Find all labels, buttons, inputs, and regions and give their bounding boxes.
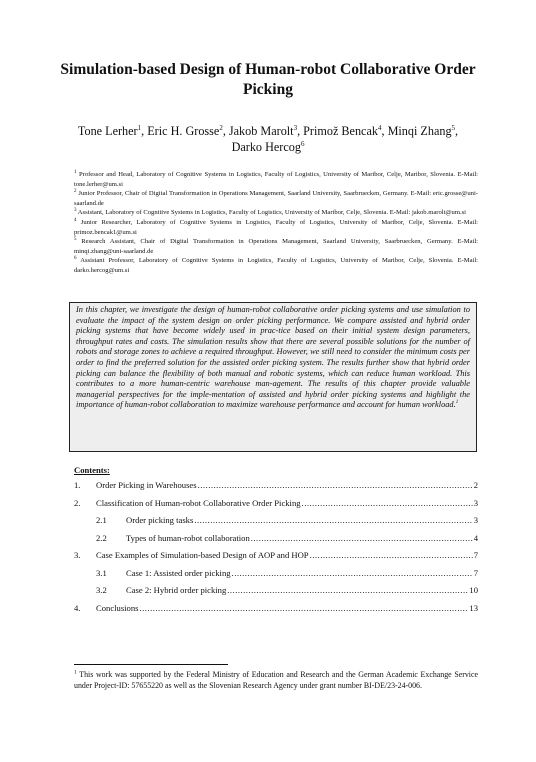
author-name: Primož Bencak	[303, 124, 378, 138]
toc-entry-number: 3.1	[96, 567, 107, 578]
toc-entry-number: 3.2	[96, 585, 107, 595]
author-name: Tone Lerher	[77, 124, 138, 138]
author-separator: ,	[141, 124, 148, 138]
toc-entry-number: 2.	[74, 497, 81, 508]
toc-leader-dots	[232, 567, 473, 579]
affiliation-mark: 6	[74, 256, 77, 262]
footnote-text: This work was supported by the Federal Ministry of Education and Research and the German Academic Exchange Service under Project-ID: 57655220 as well as the Slovenian Research Agency under grant number BI-DE/23-24-006.	[74, 670, 478, 690]
toc-entry-page: 13	[469, 602, 478, 613]
toc-entry-number: 4.	[74, 602, 81, 613]
author-affiliation-mark: 6	[300, 139, 305, 148]
toc-entry[interactable]	[74, 479, 478, 497]
footnote-mark: 1	[74, 669, 77, 676]
author-separator: ,	[381, 124, 388, 138]
toc-entry-number: 3.	[74, 550, 81, 560]
toc-heading: Contents:	[74, 465, 110, 475]
author-affiliation-mark: 3	[293, 123, 298, 132]
toc-leader-dots	[140, 602, 469, 614]
affiliation-mark: 2	[74, 189, 77, 194]
affiliation-text: Assistant, Laboratory of Cognitive Systems in Logistics, Faculty of Logistics, University of Maribor, Celje, Slovenia. E-Mail: jakob.marolt@um.si	[77, 209, 466, 217]
affiliation-mark: 5	[74, 236, 77, 242]
toc-entry-title: Types of human-robot collaboration	[126, 532, 250, 543]
toc-entry-title: Order Picking in Warehouses	[96, 480, 197, 490]
author-affiliation-mark: 4	[377, 123, 382, 132]
toc-leader-dots	[194, 514, 472, 526]
author-affiliation-mark: 5	[451, 123, 456, 132]
toc-entry-title: Conclusions	[96, 602, 139, 613]
toc-entry-page: 4	[473, 532, 478, 543]
affiliation-text: Research Assistant, Chair of Digital Transformation in Operations Management, Saarland University, Saarbruecken, Germany. E-Mail: minqi.zhang@uni-saarland.de	[74, 238, 478, 255]
toc-entry[interactable]	[74, 549, 478, 567]
affiliation-list	[74, 170, 478, 276]
footnote-divider	[74, 664, 228, 665]
affiliation	[74, 170, 478, 189]
author-separator: ,	[455, 124, 459, 138]
toc-leader-dots	[251, 532, 473, 544]
affiliation-text: Assistant Professor, Laboratory of Cognitive Systems in Logistics, Faculty of Logistics, University of Maribor, Celje, Slovenia. E-Mail: darko.hercog@um.si	[74, 257, 478, 274]
author-affiliation-mark: 2	[219, 123, 223, 132]
affiliation-mark: 1	[74, 169, 77, 175]
affiliation	[74, 218, 478, 237]
toc-entry-page: 3	[473, 515, 478, 525]
toc-entry[interactable]	[74, 584, 478, 602]
footnote	[74, 670, 478, 691]
abstract-footnote-mark: 1	[455, 400, 459, 406]
author-name: Jakob Marolt	[228, 124, 294, 138]
author-name: Minqi Zhang	[387, 124, 452, 138]
toc-leader-dots	[227, 584, 468, 596]
affiliation-mark: 3	[74, 208, 77, 214]
toc-leader-dots	[302, 497, 473, 509]
toc-entry-number: 2.2	[96, 532, 107, 543]
affiliation	[74, 189, 478, 208]
affiliation-text: Junior Researcher, Laboratory of Cognitive Systems in Logistics, Faculty of Logistics, University of Maribor, Celje, Slovenia. E-Mail: primoz.bencak1@um.si	[74, 218, 478, 236]
toc-leader-dots	[310, 549, 473, 561]
author-separator: ,	[222, 124, 229, 138]
toc-entry[interactable]	[74, 514, 478, 532]
affiliation-text: Junior Professor, Chair of Digital Transformation in Operations Management, Saarland University, Saarbruecken, Germany. E-Mail: eric.grosse@uni-saarland.de	[74, 190, 478, 207]
toc-entry-page: 7	[473, 567, 478, 578]
toc-leader-dots	[198, 479, 473, 491]
abstract-text: In this chapter, we investigate the design of human-robot collaborative order picking systems and use simulation to evaluate the impact of the system design on order picking performance. We compare assisted and hybrid order picking systems that have become widely used in prac-tice based on their initial system design parameters, throughput rates and costs. The simulation results show that there are several possible solutions for the number of robots and storage zones to achieve a required throughput. However, we still need to consider the minimum costs per order to find the preferred solution for the assisted order picking system. The results further show that hybrid order picking can balance the flexibility of both manual and robotic systems, which can reduce human workload. This contributes to a more human-centric warehouse man-agement. The results of this chapter provide valuable managerial perspectives for the imple-mentation of assisted and hybrid order picking systems and highlight the importance of human-robot collaboration to maximize warehouse performance and account for human workload.	[76, 305, 470, 410]
affiliation	[74, 208, 478, 218]
toc-entry-title: Classification of Human-robot Collaborative Order Picking	[96, 497, 301, 508]
paper-title: Simulation-based Design of Human-robot Collaborative Order Picking	[60, 61, 476, 98]
toc-entry[interactable]	[74, 497, 478, 515]
author-affiliation-mark: 1	[137, 123, 142, 132]
affiliation	[74, 256, 478, 275]
author-separator: ,	[297, 124, 304, 138]
affiliation-mark: 4	[74, 217, 77, 223]
toc-entry-page: 2	[473, 480, 478, 490]
author-list	[70, 123, 466, 155]
toc-entry-page: 3	[473, 497, 478, 508]
toc-entry[interactable]	[74, 567, 478, 585]
toc-entry-page: 10	[469, 585, 478, 595]
toc-entry-page: 7	[473, 550, 478, 560]
table-of-contents	[74, 465, 478, 619]
toc-entry[interactable]	[74, 532, 478, 550]
toc-entry-number: 2.1	[96, 515, 107, 525]
author-name: Darko Hercog	[231, 140, 301, 154]
affiliation	[74, 237, 478, 256]
toc-entry-title: Case Examples of Simulation-based Design of AOP and HOP	[96, 550, 309, 560]
author-name: Eric H. Grosse	[147, 124, 220, 138]
toc-entries	[74, 479, 478, 619]
toc-entry-title: Case 1: Assisted order picking	[126, 567, 231, 578]
toc-entry[interactable]	[74, 602, 478, 620]
toc-entry-title: Case 2: Hybrid order picking	[126, 585, 227, 595]
affiliation-text: Professor and Head, Laboratory of Cognitive Systems in Logistics, Faculty of Logistics, University of Maribor, Celje, Maribor, Slovenia. E-Mail: tone.lerher@um.si	[74, 171, 478, 188]
abstract-box	[69, 302, 477, 452]
toc-entry-title: Order picking tasks	[126, 515, 194, 525]
toc-entry-number: 1.	[74, 480, 81, 490]
